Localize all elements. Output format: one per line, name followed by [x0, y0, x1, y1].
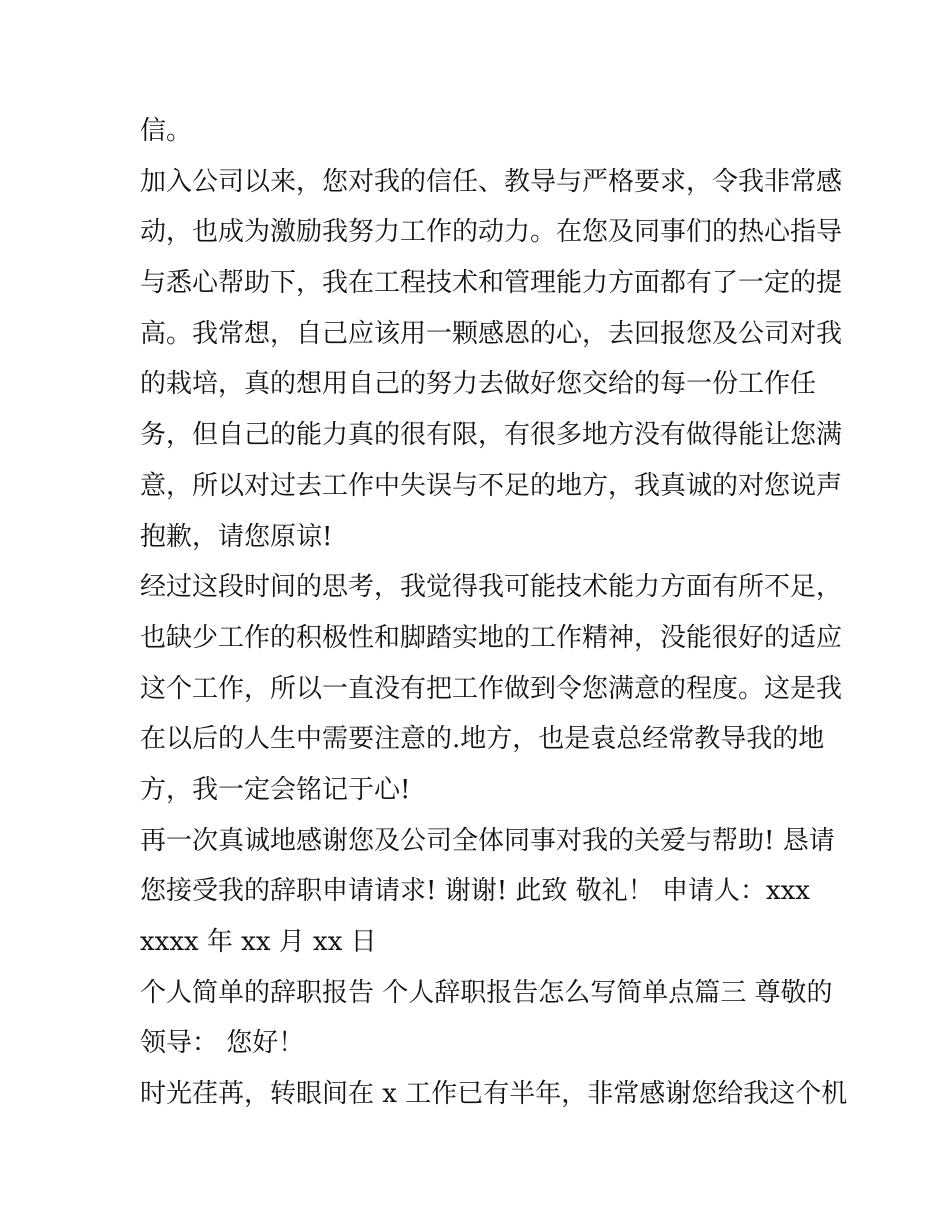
- text-line: 的栽培，真的想用自己的努力去做好您交给的每一份工作任: [140, 369, 817, 400]
- text-line: 务，但自己的能力真的很有限，有很多地方没有做得能让您满: [140, 420, 843, 451]
- text-line: 也缺少工作的积极性和脚踏实地的工作精神，没能很好的适应: [140, 622, 843, 653]
- text-line: 动，也成为激励我努力工作的动力。在您及同事们的热心指导: [140, 217, 843, 248]
- text-line: 与悉心帮助下，我在工程技术和管理能力方面都有了一定的提: [140, 268, 843, 299]
- text-line: 信。: [140, 116, 193, 146]
- text-line: xxxx 年 xx 月 xx 日: [140, 927, 377, 957]
- text-line: 高。我常想，自己应该用一颗感恩的心，去回报您及公司对我: [140, 318, 843, 349]
- text-line: 您接受我的辞职申请请求! 谢谢! 此致 敬礼！ 申请人：xxx: [140, 876, 810, 907]
- text-line: 这个工作，所以一直没有把工作做到令您满意的程度。这是我: [140, 673, 843, 704]
- text-line: 方，我一定会铭记于心!: [140, 774, 411, 805]
- text-line: 抱歉，请您原谅!: [140, 521, 333, 552]
- text-line: 意，所以对过去工作中失误与不足的地方，我真诚的对您说声: [140, 470, 843, 501]
- text-line: 加入公司以来，您对我的信任、教导与严格要求，令我非常感: [140, 166, 843, 197]
- text-line: 在以后的人生中需要注意的.地方，也是袁总经常教导我的地: [140, 724, 825, 755]
- text-line: 个人简单的辞职报告 个人辞职报告怎么写简单点篇三 尊敬的: [140, 977, 833, 1008]
- text-line: 再一次真诚地感谢您及公司全体同事对我的关爱与帮助! 恳请: [140, 825, 835, 856]
- document-body: [140, 106, 848, 1120]
- text-line: 领导： 您好！: [140, 1028, 305, 1059]
- text-line: 时光荏苒，转眼间在 x 工作已有半年，非常感谢您给我这个机: [140, 1079, 848, 1110]
- text-line: 经过这段时间的思考，我觉得我可能技术能力方面有所不足，: [140, 572, 843, 603]
